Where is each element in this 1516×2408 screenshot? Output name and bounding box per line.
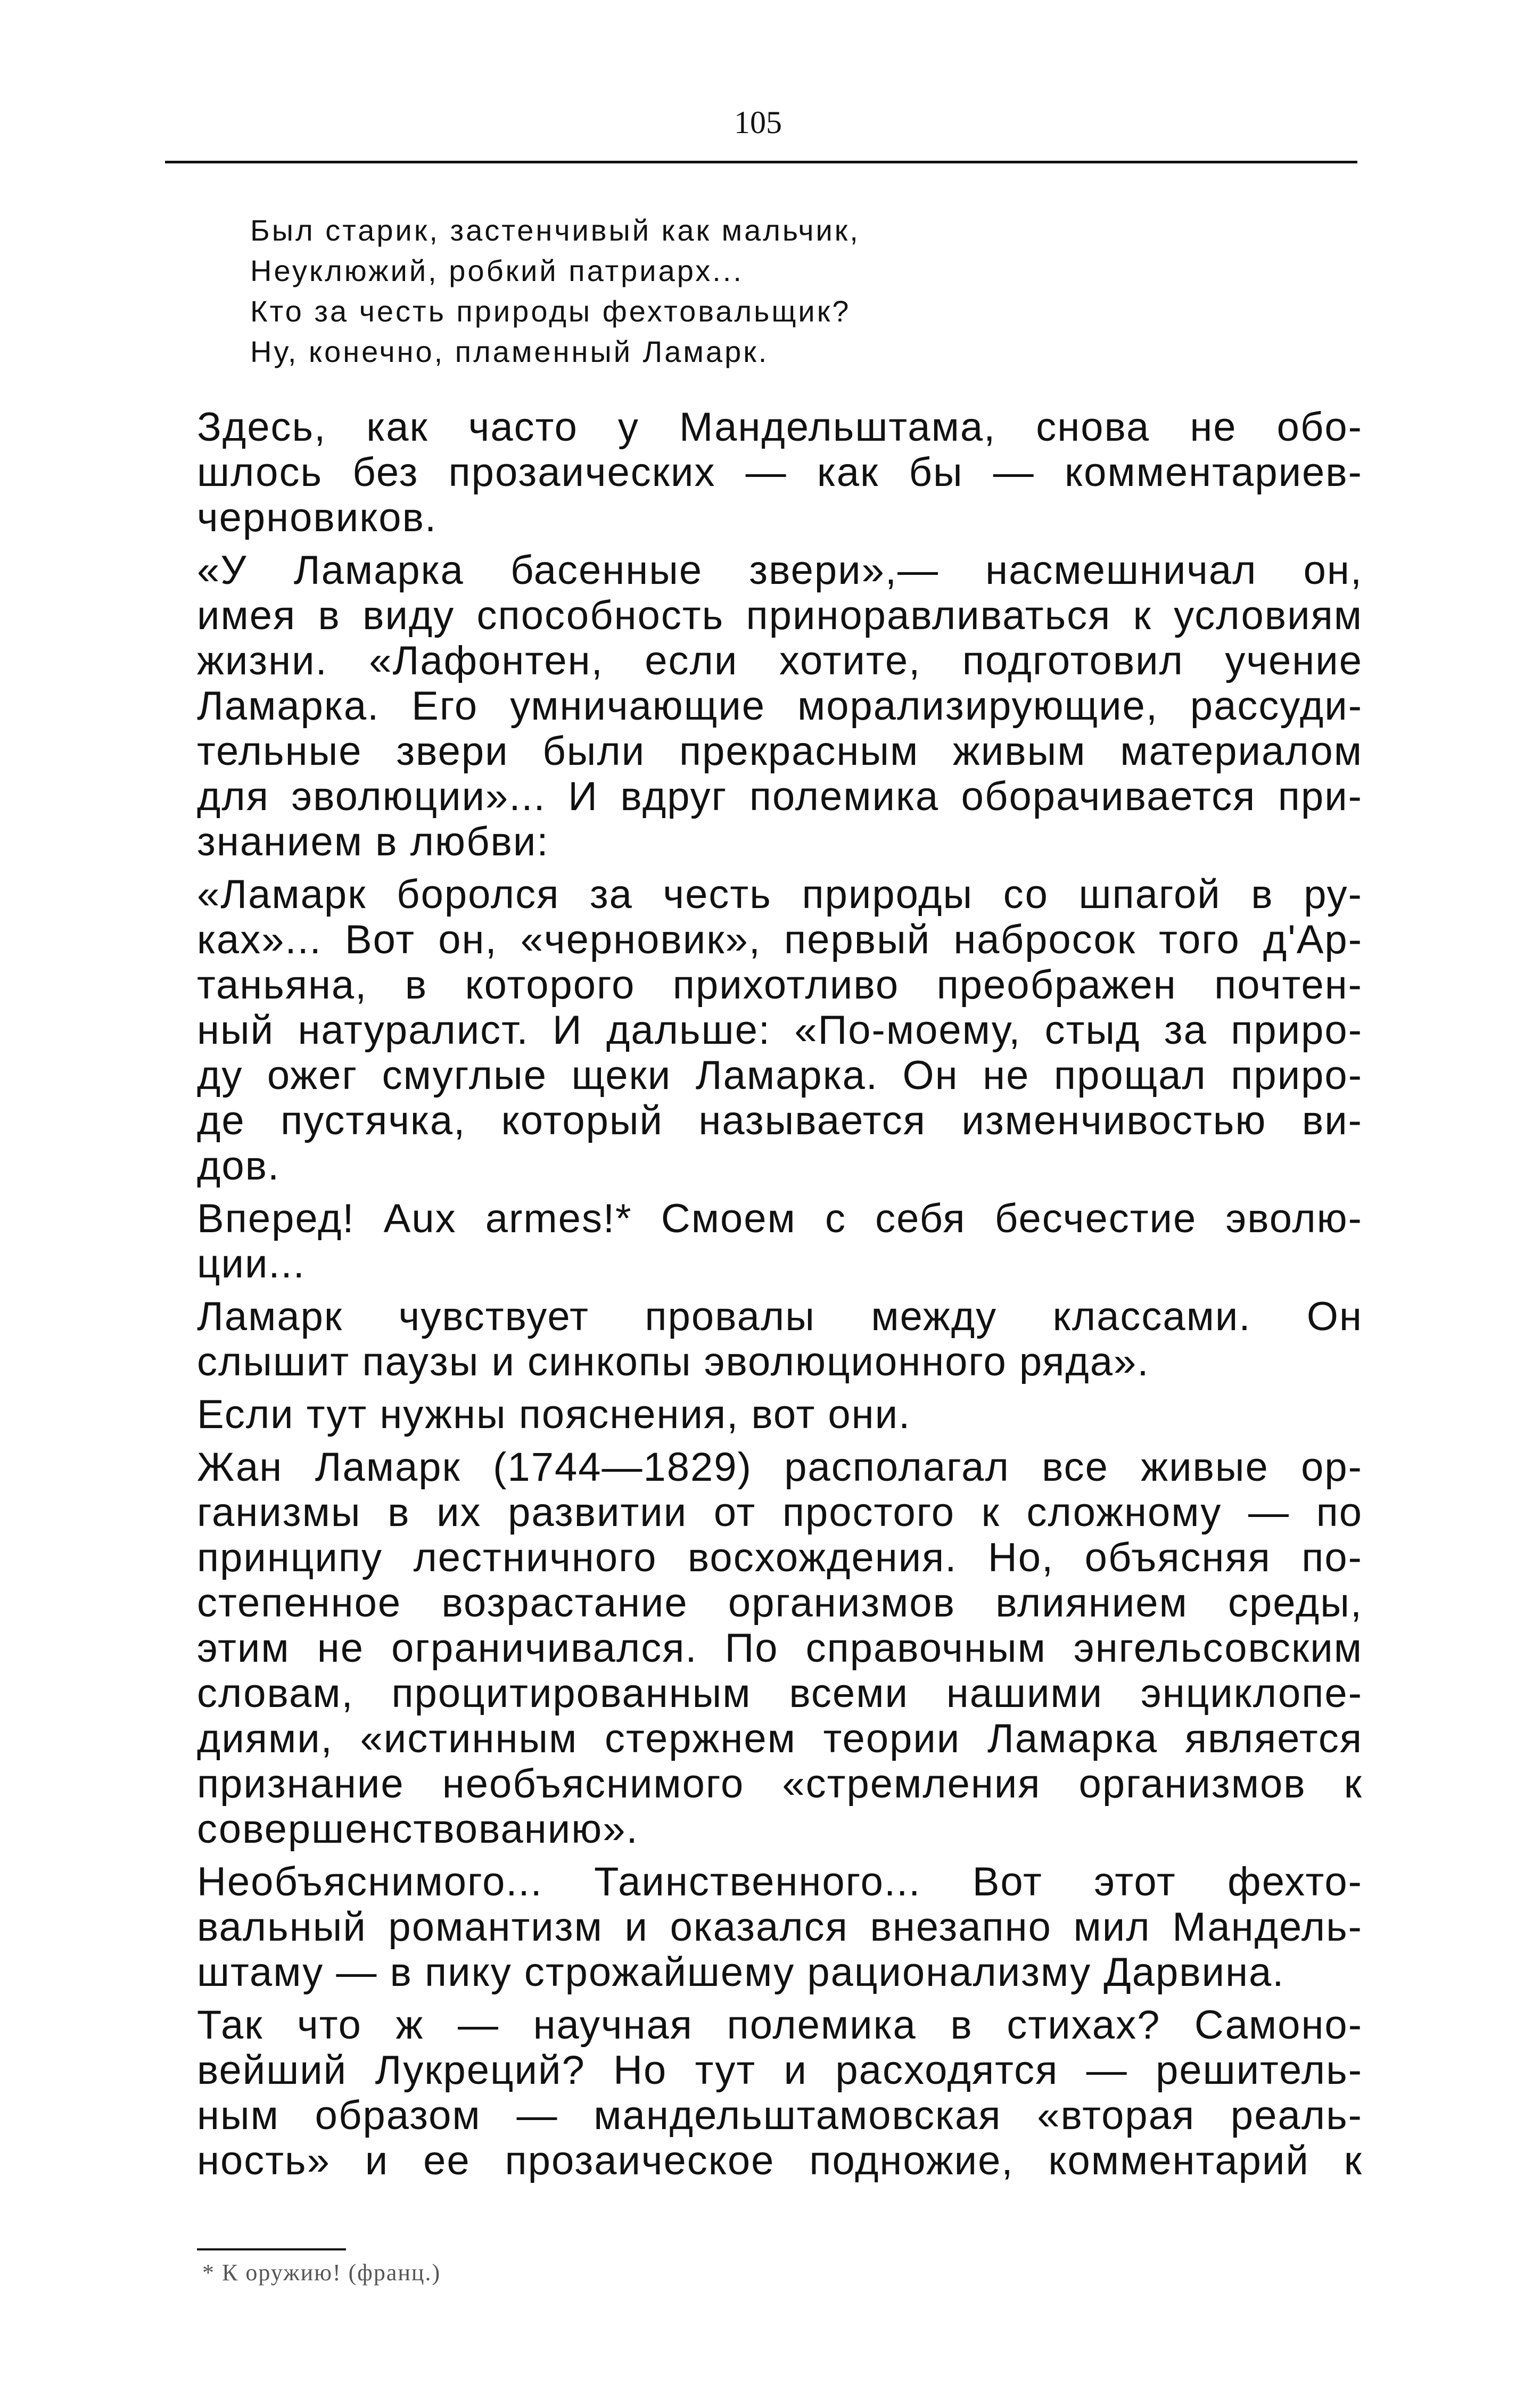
- text-line: таньяна, в которого прихотливо преображен почтен-: [197, 962, 1363, 1008]
- text-line: ганизмы в их развитии от простого к сложному — по: [197, 1490, 1363, 1535]
- text-line: словам, процитированным всеми нашими энциклопе-: [197, 1671, 1363, 1716]
- text-line: ность» и ее прозаическое подножие, комментарий к: [197, 2138, 1363, 2183]
- text-line: диями, «истинным стержнем теории Ламарка является: [197, 1716, 1363, 1761]
- text-line: ным образом — мандельштамовская «вторая реаль-: [197, 2093, 1363, 2138]
- text-line: Необъяснимого... Таинственного... Вот этот фехто-: [197, 1859, 1363, 1904]
- text-line: ду ожег смуглые щеки Ламарка. Он не прощал приро-: [197, 1053, 1363, 1098]
- text-line: для эволюции»... И вдруг полемика оборачивается при-: [197, 774, 1363, 819]
- text-line: ках»... Вот он, «черновик», первый набросок того д'Ар-: [197, 917, 1363, 962]
- text-line: шлось без прозаических — как бы — комментариев-: [197, 450, 1363, 495]
- text-line: слышит паузы и синкопы эволюционного ряда».: [197, 1339, 1150, 1384]
- text-line: «Ламарк боролся за честь природы со шпагой в ру-: [197, 872, 1363, 917]
- epigraph-line: Кто за честь природы фехтовальщик?: [250, 294, 851, 328]
- paragraph: [197, 1445, 1363, 1852]
- text-line: принципу лестничного восхождения. Но, объясняя по-: [197, 1535, 1363, 1580]
- epigraph-line: Был старик, застенчивый как мальчик,: [250, 213, 860, 247]
- text-line: черновиков.: [197, 495, 438, 540]
- epigraph-line: Неуклюжий, робкий патриарх...: [250, 254, 744, 287]
- paragraph: [197, 1196, 1363, 1287]
- paragraph: [197, 1392, 1363, 1437]
- epigraph-poem: [250, 210, 1315, 372]
- text-line: ный натуралист. И дальше: «По-моему, стыд за приро-: [197, 1008, 1363, 1053]
- text-line: признание необъяснимого «стремления организмов к: [197, 1761, 1363, 1807]
- text-line: дов.: [197, 1143, 281, 1189]
- footnote: * К оружию! (франц.): [202, 2259, 441, 2286]
- text-line: степенное возрастание организмов влиянием среды,: [197, 1580, 1363, 1626]
- paragraph: [197, 1859, 1363, 1995]
- text-line: жизни. «Лафонтен, если хотите, подготовил учение: [197, 638, 1363, 683]
- text-line: де пустячка, который называется изменчивостью ви-: [197, 1098, 1363, 1143]
- text-line: вейший Лукреций? Но тут и расходятся — решитель-: [197, 2048, 1363, 2093]
- paragraph: [197, 548, 1363, 864]
- text-line: ции...: [197, 1241, 306, 1287]
- epigraph-line: Ну, конечно, пламенный Ламарк.: [250, 335, 769, 368]
- text-line: Здесь, как часто у Мандельштама, снова не обо-: [197, 405, 1363, 450]
- body-text: [197, 405, 1363, 2183]
- text-line: Ламарка. Его умничающие морализирующие, рассуди-: [197, 683, 1363, 729]
- footnote-rule: [197, 2248, 346, 2250]
- paragraph: [197, 872, 1363, 1189]
- text-line: Жан Ламарк (1744—1829) располагал все живые ор-: [197, 1445, 1363, 1490]
- text-line: Если тут нужны пояснения, вот они.: [197, 1392, 911, 1437]
- text-line: вальный романтизм и оказался внезапно мил Мандель-: [197, 1904, 1363, 1950]
- paragraph: [197, 2002, 1363, 2183]
- text-line: Ламарк чувствует провалы между классами. Он: [197, 1294, 1363, 1339]
- text-line: этим не ограничивался. По справочным энгельсовским: [197, 1626, 1363, 1671]
- text-line: Вперед! Aux armes!* Смоем с себя бесчестие эволю-: [197, 1196, 1363, 1241]
- text-line: «У Ламарка басенные звери»,— насмешничал он,: [197, 548, 1363, 593]
- text-line: штаму — в пику строжайшему рационализму Дарвина.: [197, 1950, 1285, 1995]
- text-line: знанием в любви:: [197, 819, 549, 864]
- text-line: Так что ж — научная полемика в стихах? Самоно-: [197, 2002, 1363, 2048]
- page-number: 105: [734, 105, 782, 140]
- paragraph: [197, 405, 1363, 540]
- text-line: тельные звери были прекрасным живым материалом: [197, 729, 1363, 774]
- text-line: имея в виду способность приноравливаться к условиям: [197, 593, 1363, 638]
- text-line: совершенствованию».: [197, 1807, 639, 1852]
- header-rule: [165, 161, 1357, 163]
- paragraph: [197, 1294, 1363, 1384]
